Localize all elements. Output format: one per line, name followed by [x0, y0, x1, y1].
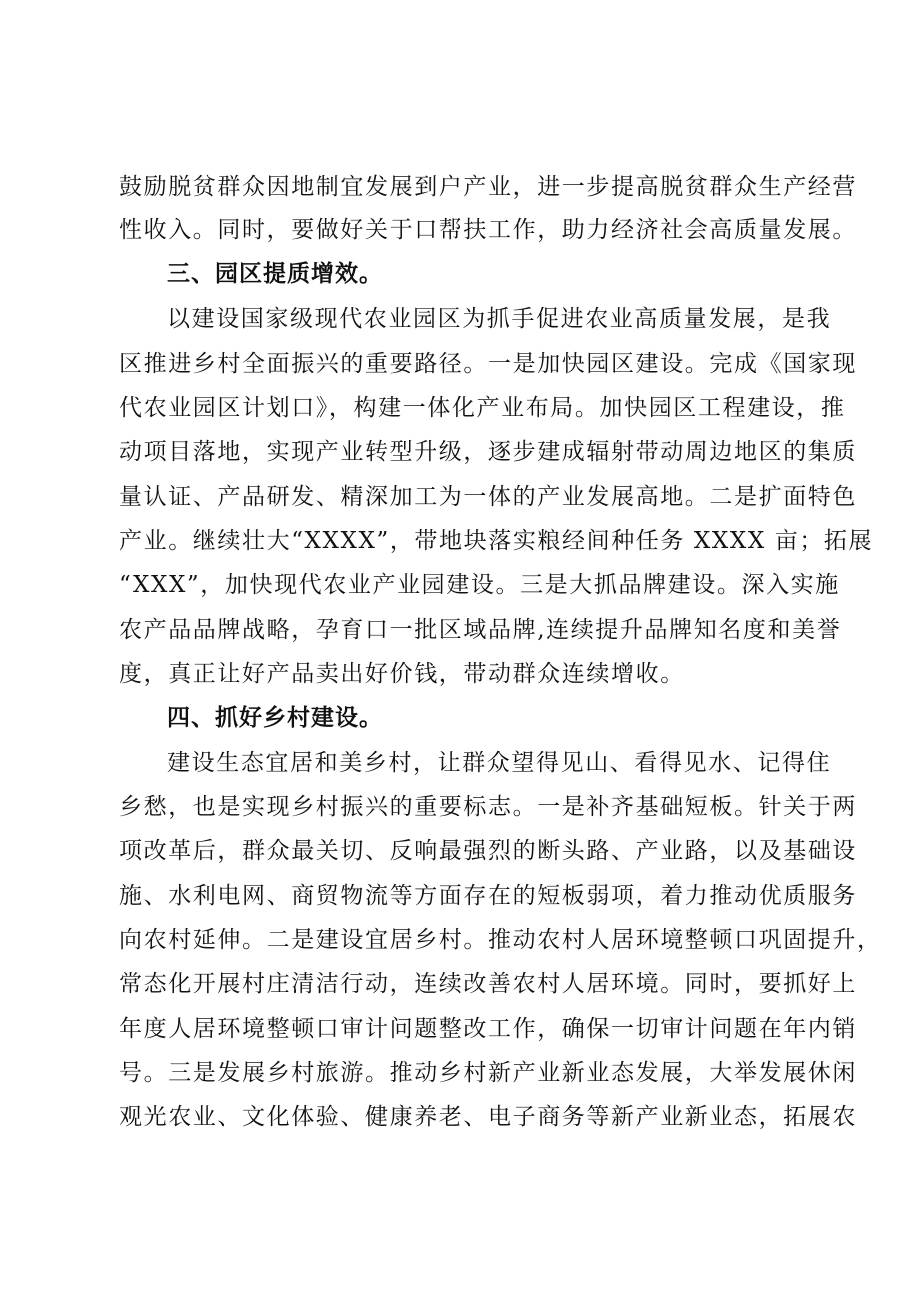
- body-text-line: 建设生态宜居和美乡村，让群众望得见山、看得见水、记得住: [167, 750, 832, 776]
- body-text-line: 观光农业、文化体验、健康养老、电子商务等新产业新业态，拓展农: [119, 1104, 857, 1130]
- body-text-line: 性收入。同时，要做好关于口帮扶工作，助力经济社会高质量发展。: [119, 217, 857, 243]
- body-text-line: 项改革后，群众最关切、反响最强烈的断头路、产业路，以及基础设: [119, 838, 857, 864]
- body-text-line: 量认证、产品研发、精深加工为一体的产业发展高地。二是扩面特色: [119, 484, 857, 510]
- body-text-line: 农产品品牌战略，孕育口一批区域品牌,连续提升品牌知名度和美誉: [119, 617, 842, 643]
- body-text-line: 号。三是发展乡村旅游。推动乡村新产业新业态发展，大举发展休闲: [119, 1060, 857, 1086]
- body-text-line: 动项目落地，实现产业转型升级，逐步建成辐射带动周边地区的集质: [119, 439, 857, 465]
- body-text-line: 向农村延伸。二是建设宜居乡村。推动农村人居环境整顿口巩固提升，: [119, 927, 882, 953]
- body-text-line: 常态化开展村庄清洁行动，连续改善农村人居环境。同时，要抓好上: [119, 971, 857, 997]
- body-text-line: 区推进乡村全面振兴的重要路径。一是加快园区建设。完成《国家现: [119, 351, 857, 377]
- body-text-line: 度，真正让好产品卖出好价钱，带动群众连续增收。: [119, 661, 685, 687]
- body-text-line: “XXX”，加快现代农业产业园建设。三是大抓品牌建设。深入实施: [119, 572, 840, 598]
- body-text-line: 施、水利电网、商贸物流等方面存在的短板弱项，着力推动优质服务: [119, 883, 857, 909]
- body-text-line: 鼓励脱贫群众因地制宜发展到户产业，进一步提高脱贫群众生产经营: [119, 174, 857, 200]
- body-text-line: 乡愁，也是实现乡村振兴的重要标志。一是补齐基础短板。针关于两: [119, 794, 857, 820]
- body-text-line: 代农业园区计划口》，构建一体化产业布局。加快园区工程建设，推: [119, 395, 846, 421]
- section-heading-3: 三、园区提质增效。: [167, 261, 383, 287]
- section-heading-4: 四、抓好乡村建设。: [167, 705, 383, 731]
- body-text-line: 产业。继续壮大“XXXX”，带地块落实粮经间种任务 XXXX 亩；拓展: [119, 528, 874, 554]
- body-text-line: 年度人居环境整顿口审计问题整改工作，确保一切审计问题在年内销: [119, 1016, 857, 1042]
- body-text-line: 以建设国家级现代农业园区为抓手促进农业高质量发展，是我: [167, 306, 832, 332]
